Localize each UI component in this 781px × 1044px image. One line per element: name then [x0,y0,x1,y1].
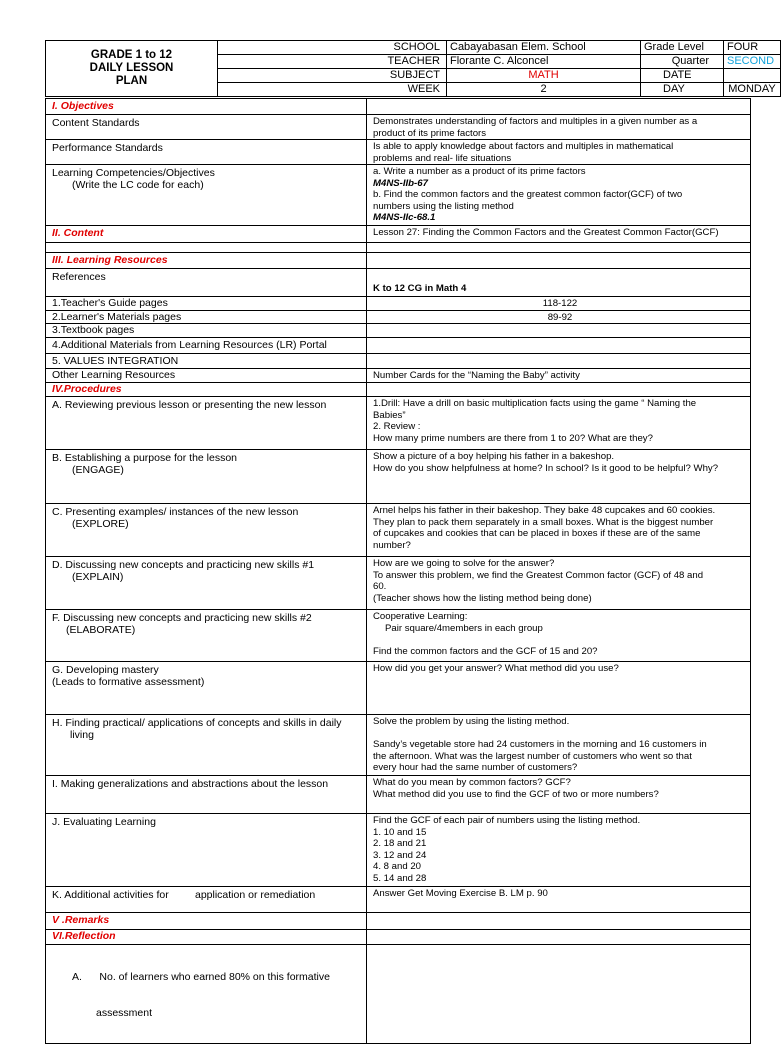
day-value: MONDAY [724,83,781,97]
references-label: References [46,269,367,297]
procedure-k-value: Answer Get Moving Exercise B. LM p. 90 [367,887,751,913]
teacher-value: Florante C. Alconcel [447,55,641,69]
subject-label: SUBJECT [218,69,447,83]
day-label: DAY [641,83,724,97]
competencies-label: Learning Competencies/Objectives (Write the LC code for each) [46,165,367,226]
procedure-b-value: Show a picture of a boy helping his father in a bakeshop. How do you show helpfulness at home? In school? Is it good to be helpful? Why? [367,450,751,504]
learners-materials-label: 2.Learner's Materials pages [46,310,367,324]
learners-materials-value: 89-92 [367,310,751,324]
procedure-d-value: How are we going to solve for the answer? To answer this problem, we find the Greatest Common factor (GCF) of 48 and 60. (Teacher shows how the listing method being done) [367,557,751,610]
lesson-plan-table [45,98,751,1044]
procedure-j-value: Find the GCF of each pair of numbers using the listing method. 1. 10 and 15 2. 18 and 21 3. 12 and 24 4. 8 and 20 5. 14 and 28 [367,814,751,887]
procedure-j-label: J. Evaluating Learning [46,814,367,887]
references-value: K to 12 CG in Math 4 [367,269,751,297]
procedure-a-label: A. Reviewing previous lesson or presenting the new lesson [46,397,367,450]
procedure-c-label: C. Presenting examples/ instances of the new lesson (EXPLORE) [46,504,367,557]
objectives-heading: I. Objectives [46,99,367,115]
procedure-h-value: Solve the problem by using the listing method. Sandy’s vegetable store had 24 customers in the morning and 16 customers in the afternoon. What was the largest number of customers who went so that every hour had the same number of customers? [367,715,751,776]
objectives-heading-blank [367,99,751,115]
procedure-a-value: 1.Drill: Have a drill on basic multiplication facts using the game “ Naming the Babies” 2. Review : How many prime numbers are there from 1 to 20? What are they? [367,397,751,450]
other-resources-label: Other Learning Resources [46,369,367,383]
procedure-b-label: B. Establishing a purpose for the lesson (ENGAGE) [46,450,367,504]
grade-level-value: FOUR [724,41,781,55]
teachers-guide-label: 1.Teacher's Guide pages [46,297,367,311]
competencies-value: a. Write a number as a product of its prime factors M4NS-IIb-67 b. Find the common factors and the greatest common factor(GCF) of two numbers using the listing method M4NS-IIc-68.1 [367,165,751,226]
procedure-g-label: G. Developing mastery (Leads to formative assessment) [46,662,367,715]
textbook-label: 3.Textbook pages [46,324,367,338]
header-table [45,40,781,97]
other-resources-value: Number Cards for the “Naming the Baby” activity [367,369,751,383]
school-value: Cabayabasan Elem. School [447,41,641,55]
week-label: WEEK [218,83,447,97]
procedure-h-label: H. Finding practical/ applications of concepts and skills in daily living [46,715,367,776]
procedure-f-value: Cooperative Learning: Pair square/4members in each group Find the common factors and the GCF of 15 and 20? [367,610,751,662]
performance-standards-value: Is able to apply knowledge about factors and multiples in mathematical problems and real- life situations [367,140,751,165]
reflection-heading: VI.Reflection [46,930,367,945]
plan-title: GRADE 1 to 12 DAILY LESSON PLAN [46,41,218,97]
resources-heading: III. Learning Resources [46,253,367,269]
content-standards-label: Content Standards [46,115,367,140]
subject-value: MATH [447,69,641,83]
school-label: SCHOOL [218,41,447,55]
date-value [724,69,781,83]
procedure-f-label: F. Discussing new concepts and practicing new skills #2 (ELABORATE) [46,610,367,662]
performance-standards-label: Performance Standards [46,140,367,165]
procedure-i-value: What do you mean by common factors? GCF? What method did you use to find the GCF of two or more numbers? [367,776,751,814]
week-value: 2 [447,83,641,97]
procedure-g-value: How did you get your answer? What method did you use? [367,662,751,715]
teachers-guide-value: 118-122 [367,297,751,311]
values-integration-label: 5. VALUES INTEGRATION [46,354,367,369]
procedures-heading: IV.Procedures [46,383,367,397]
content-value: Lesson 27: Finding the Common Factors and the Greatest Common Factor(GCF) [367,226,751,243]
remarks-heading: V .Remarks [46,913,367,930]
procedure-k-label: K. Additional activities for application or remediation [46,887,367,913]
content-heading: II. Content [46,226,367,243]
grade-level-label: Grade Level [641,41,724,55]
reflection-a-label: A. No. of learners who earned 80% on this formative assessment [46,945,367,1044]
quarter-value: SECOND [724,55,781,69]
content-standards-value: Demonstrates understanding of factors and multiples in a given number as a product of its prime factors [367,115,751,140]
procedure-i-label: I. Making generalizations and abstractions about the lesson [46,776,367,814]
quarter-label: Quarter [641,55,724,69]
procedure-d-label: D. Discussing new concepts and practicing new skills #1 (EXPLAIN) [46,557,367,610]
teacher-label: TEACHER [218,55,447,69]
additional-materials-label: 4.Additional Materials from Learning Resources (LR) Portal [46,338,367,354]
procedure-c-value: Arnel helps his father in their bakeshop. They bake 48 cupcakes and 60 cookies. They plan to pack them separately in a small boxes. What is the biggest number of cupcakes and cookies that can be placed in boxes if these are of the same number? [367,504,751,557]
date-label: DATE [641,69,724,83]
